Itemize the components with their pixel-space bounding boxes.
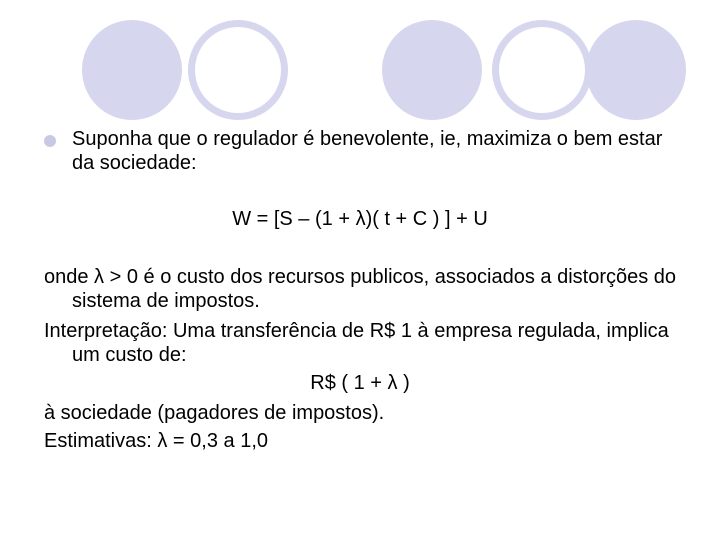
- decor-circle-1: [82, 20, 182, 120]
- society-text: à sociedade (pagadores de impostos).: [44, 402, 385, 424]
- interpretation-text: Interpretação: Uma transferência de R$ 1 à empresa regulada, implica um custo de:: [44, 320, 669, 366]
- decor-circle-4: [492, 20, 592, 120]
- decor-circle-5: [586, 20, 686, 120]
- bullet-text: Suponha que o regulador é benevolente, ie, maximiza o bem estar da sociedade:: [72, 128, 663, 174]
- cost-formula: R$ ( 1 + λ ): [310, 372, 410, 394]
- decor-circle-3: [382, 20, 482, 120]
- welfare-formula: W = [S – (1 + λ)( t + C ) ] + U: [232, 208, 488, 230]
- bullet-icon: [44, 135, 56, 147]
- lambda-definition: onde λ > 0 é o custo dos recursos publicos, associados a distorções do sistema de impostos.: [44, 266, 677, 312]
- decor-circle-2: [188, 20, 288, 120]
- estimates-text: Estimativas: λ = 0,3 a 1,0: [44, 430, 268, 452]
